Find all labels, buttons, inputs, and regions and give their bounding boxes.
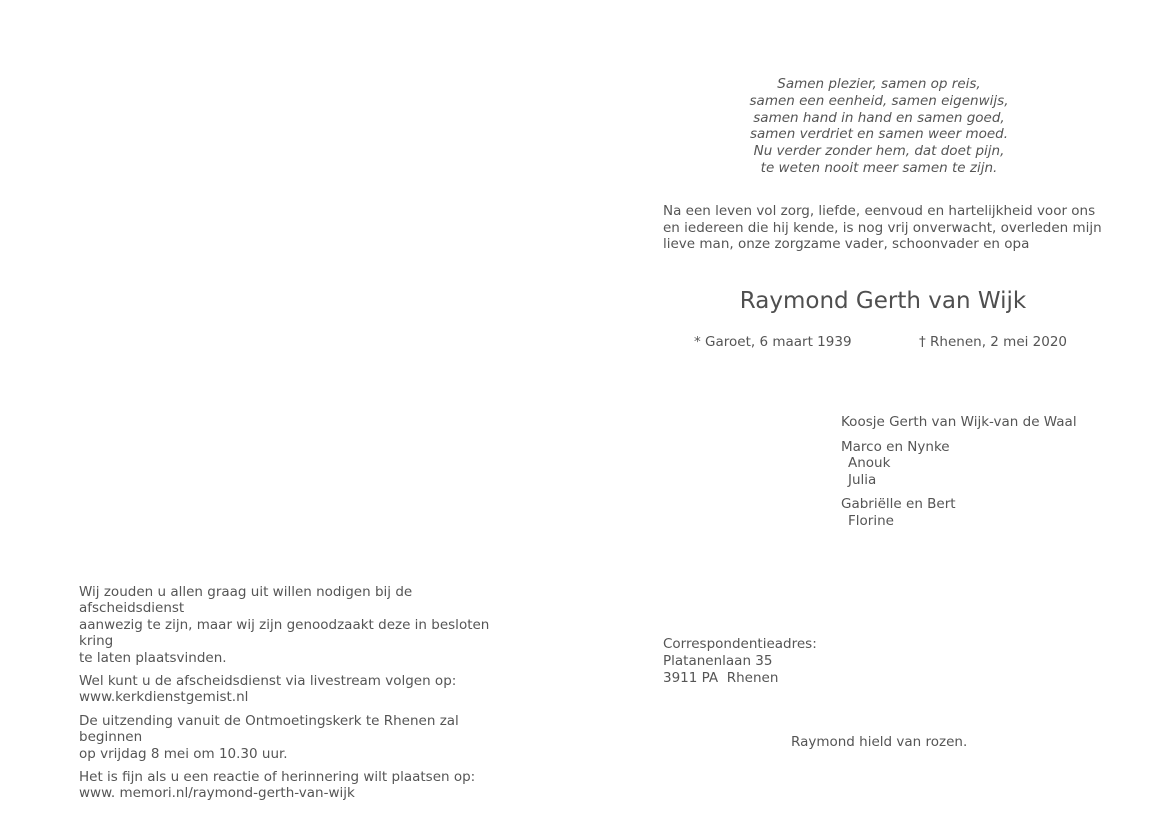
- poem-line: samen een eenheid, samen eigenwijs,: [749, 92, 1009, 109]
- memorial-url[interactable]: www. memori.nl/raymond-gerth-van-wijk: [79, 785, 355, 802]
- deceased-name: Raymond Gerth van Wijk: [739, 288, 1027, 314]
- address-city: 3911 PA Rhenen: [663, 670, 779, 686]
- invitation-block: [79, 577, 519, 809]
- invitation-line: aanwezig te zijn, maar wij zijn genoodzaakt deze in besloten kring: [79, 616, 490, 650]
- poem: [714, 76, 1044, 177]
- family-group: [841, 496, 1077, 529]
- grandchild-name: Anouk: [848, 455, 891, 472]
- correspondence-address: [663, 636, 817, 687]
- right-page: [584, 0, 1168, 827]
- livestream-url[interactable]: www.kerkdienstgemist.nl: [79, 689, 249, 706]
- grandchild-name: Florine: [848, 512, 894, 529]
- invitation-line: De uitzending vanuit de Ontmoetingskerk te Rhenen zal beginnen: [79, 712, 459, 746]
- poem-line: samen verdriet en samen weer moed.: [749, 126, 1009, 143]
- birth-info: * Garoet, 6 maart 1939: [694, 334, 852, 350]
- intro-line: en iedereen die hij kende, is nog vrij onverwacht, overleden mijn: [663, 219, 1102, 236]
- invitation-line: Wel kunt u de afscheidsdienst via livestream volgen op:: [79, 673, 457, 690]
- intro-line: lieve man, onze zorgzame vader, schoonvader en opa: [663, 236, 1030, 252]
- poem-line: samen hand in hand en samen goed,: [753, 109, 1005, 126]
- parents-names: Marco en Nynke: [841, 438, 950, 455]
- poem-line: Nu verder zonder hem, dat doet pijn,: [753, 143, 1005, 160]
- family-list: [841, 414, 1077, 538]
- family-group: [841, 439, 1077, 489]
- intro-line: Na een leven vol zorg, liefde, eenvoud en hartelijkheid voor ons: [663, 203, 1096, 219]
- grandchild-name: Julia: [848, 471, 877, 488]
- address-street: Platanenlaan 35: [663, 653, 773, 669]
- death-info: † Rhenen, 2 mei 2020: [919, 334, 1068, 350]
- family-spouse: [841, 414, 1077, 431]
- intro-text: [663, 203, 1103, 253]
- poem-line: te weten nooit meer samen te zijn.: [760, 159, 998, 176]
- left-page: [0, 0, 584, 827]
- closing-line: Raymond hield van rozen.: [791, 734, 968, 750]
- invitation-line: Het is fijn als u een reactie of herinnering wilt plaatsen op:: [79, 769, 476, 786]
- invitation-line: te laten plaatsvinden.: [79, 649, 227, 666]
- poem-line: Samen plezier, samen op reis,: [777, 76, 981, 92]
- invitation-line: op vrijdag 8 mei om 10.30 uur.: [79, 745, 288, 762]
- invitation-line: Wij zouden u allen graag uit willen nodigen bij de afscheidsdienst: [79, 584, 413, 617]
- spouse-name: Koosje Gerth van Wijk-van de Waal: [841, 414, 1077, 430]
- parents-names: Gabriëlle en Bert: [841, 496, 956, 513]
- address-label: Correspondentieadres:: [663, 636, 817, 652]
